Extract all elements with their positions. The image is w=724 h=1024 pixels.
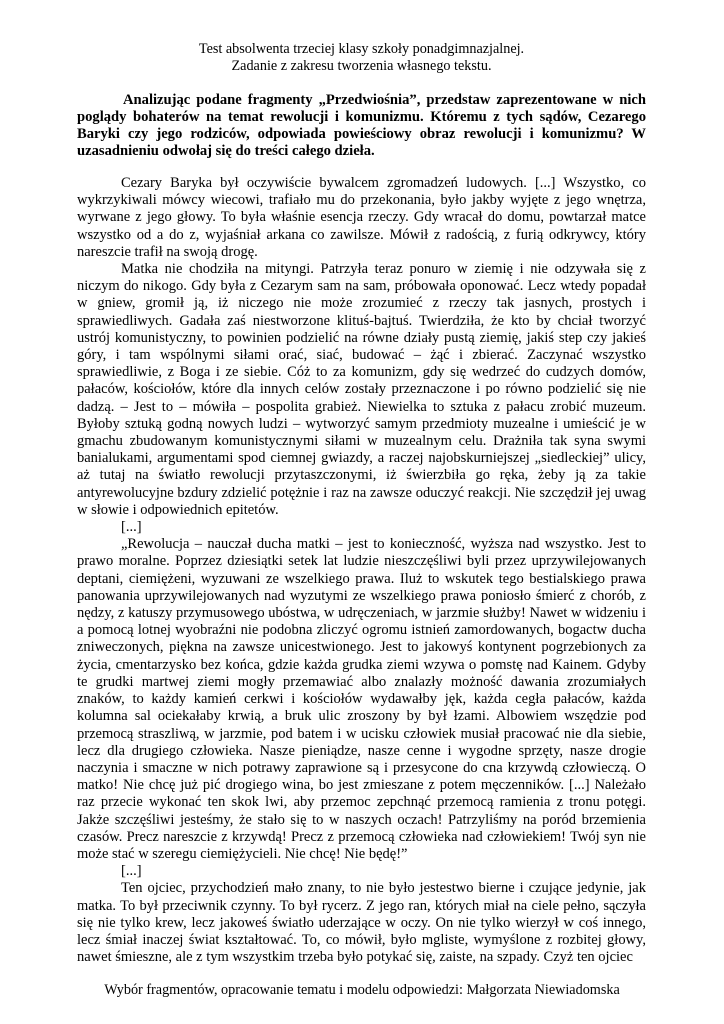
paragraph-3: „Rewolucja – nauczał ducha matki – jest to konieczność, wyższa nad wszystko. Jest to prawo moralne. Poprzez dziesiątki setek lat ludzie nieszczęśliwi byli przez uprzywilejowanych deptani, ciemiężeni, wyzuwani ze wszelkiego prawa. Iluż to wskutek tego bestialskiego prawa panowania uprzywilejowanych nad wyzutymi ze wszelkiego prawa poniosło śmierć z chorób, z nędzy, z katuszy przymusowego ubóstwa, w udręczeniach, w jarzmie służby! Nawet w widzeniu i a pomocą lotnej wyobraźni nie podobna zliczyć ogromu istnień zamordowanych, bogactw ducha zniweczonych, piękna na zawsze unicestwionego. Jest to jakowyś kontynent pogrzebionych za życia, cmentarzysko bez końca, gdzie każda grudka ziemi wzywa o pomstę nad Kainem. Gdyby te grudki martwej ziemi mogły przemawiać albo znalazły możność dawania zrozumiałych znaków, to każdy kamień cerkwi i kościołów wydawałby jęk, każda cegła pałaców, każda kolumna sal ociekałaby krwią, a bruk ulic zroszony by był łzami. Albowiem wszędzie pod przemocą straszliwą, w jarzmie, pod batem i w ucisku człowiek musiał pracować nie dla siebie, lecz dla drugiego człowieka. Nasze pieniądze, nasze cenne i wygodne sprzęty, nasze drogie naczynia i smaczne w nich potrawy zaprawione są i przesycone do cna krzywdą człowieczą. O matko! Nie chcę już pić drogiego wina, bo jest zmieszane z potem męczenników. [...] Należało raz przecie wykonać ten skok lwi, aby przemoc zepchnąć przemocą ramienia z tronu potęgi. Jakże szczęśliwi jesteśmy, że stało się to w naszych oczach! Patrzyliśmy na poród brzemienia czasów. Precz nareszcie z krzywdą! Precz z przemocą człowieka nad człowiekiem! Twój syn nie może stać w szeregu ciemiężycieli. Nie chcę! Nie będę!” <box>77 536 646 862</box>
omission-mark-1: [...] <box>121 519 142 536</box>
paragraph-1: Cezary Baryka był oczywiście bywalcem zgromadzeń ludowych. [...] Wszystko, co wykrzykiwali mówcy wiecowi, trafiało mu do przekonania, było jakby wyjęte z jego wnętrza, wyrwane z jego głowy. To była właśnie esencja rzeczy. Gdy wracał do domu, powtarzał matce wszystko od a do z, wyjaśniał arkana co zawilsze. Mówił z radością, z furią odkrywcy, który nareszcie trafił na swoją drogę. <box>77 175 646 260</box>
header-line-1: Test absolwenta trzeciej klasy szkoły ponadgimnazjalnej. <box>198 41 525 57</box>
test-header <box>77 0 646 75</box>
paragraph-2: Matka nie chodziła na mityngi. Patrzyła teraz ponuro w ziemię i nie odzywała się z niczym do nikogo. Gdy była z Cezarym sam na sam, próbowała oponować. Lecz wtedy popadał w gniew, gromił ją, iż niczego nie może zrozumieć z rzeczy tak jasnych, prostych i sprawiedliwych. Gadała zaś niestworzone klituś-bajtuś. Twierdziła, że kto by chciał tworzyć ustrój komunistyczny, to powinien podzielić na równe działy pustą ziemię, jakiś step czy jakieś góry, i tam wspólnymi siłami orać, siać, budować – żąć i zbierać. Zaczynać wszystko sprawiedliwie, z Boga i ze siebie. Cóż to za komunizm, gdy się wedrzeć do cudzych domów, pałaców, kościołów, które dla innych celów zostały przeznaczone i po równo podzielić się nie dadzą. – Jest to – mówiła – pospolita grabież. Niewielka to sztuka z pałacu zrobić muzeum. Byłoby sztuką godną nowych ludzi – wytworzyć samym przedmioty muzealne i umieścić je w gmachu zbudowanym komunistycznymi siłami w muzealnym celu. Drażniła tak syna swymi banialukami, argumentami spod ciemnej gwiazdy, a raczej najobskurniejszej „siedleckiej” ulicy, aż tutaj na światło rewolucji przytaszczonymi, iż świerzbiła go ręka, żeby ją za takie antyrewolucyjne bzdury zdzielić potężnie i raz na zawsze oduczyć reakcji. Nie szczędził jej uwag w słowie i odpowiednich epitetów. <box>77 261 646 518</box>
task-instruction: Analizując podane fragmenty „Przedwiośnia”, przedstaw zaprezentowane w nich poglądy bohaterów na temat rewolucji i komunizmu. Któremu z tych sądów, Cezarego Baryki czy jego rodziców, odpowiada powieściowy obraz rewolucji i komunizmu? W uzasadnieniu odwołaj się do treści całego dzieła. <box>77 92 646 159</box>
excerpt-text <box>77 175 646 966</box>
header-line-2: Zadanie z zakresu tworzenia własnego tekstu. <box>231 58 492 74</box>
omission-mark-2: [...] <box>121 863 142 880</box>
page-footer: Wybór fragmentów, opracowanie tematu i modelu odpowiedzi: Małgorzata Niewiadomska <box>104 982 620 998</box>
paragraph-4: Ten ojciec, przychodzień mało znany, to nie było jestestwo bierne i czujące jedynie, jak matka. To był przeciwnik czynny. To był rycerz. Z jego ran, których miał na ciele pełno, sączyła się nie tylko krew, lecz jakoweś światło uderzające w oczy. On nie tylko wierzył w coś innego, lecz śmiał inaczej świat kształtować. To, co mówił, było mgliste, wymyślone z rozbitej głowy, nawet śmieszne, ale z tym wszystkim trzeba było potykać się, zaiste, na szpady. Czyż ten ojciec <box>77 880 646 966</box>
